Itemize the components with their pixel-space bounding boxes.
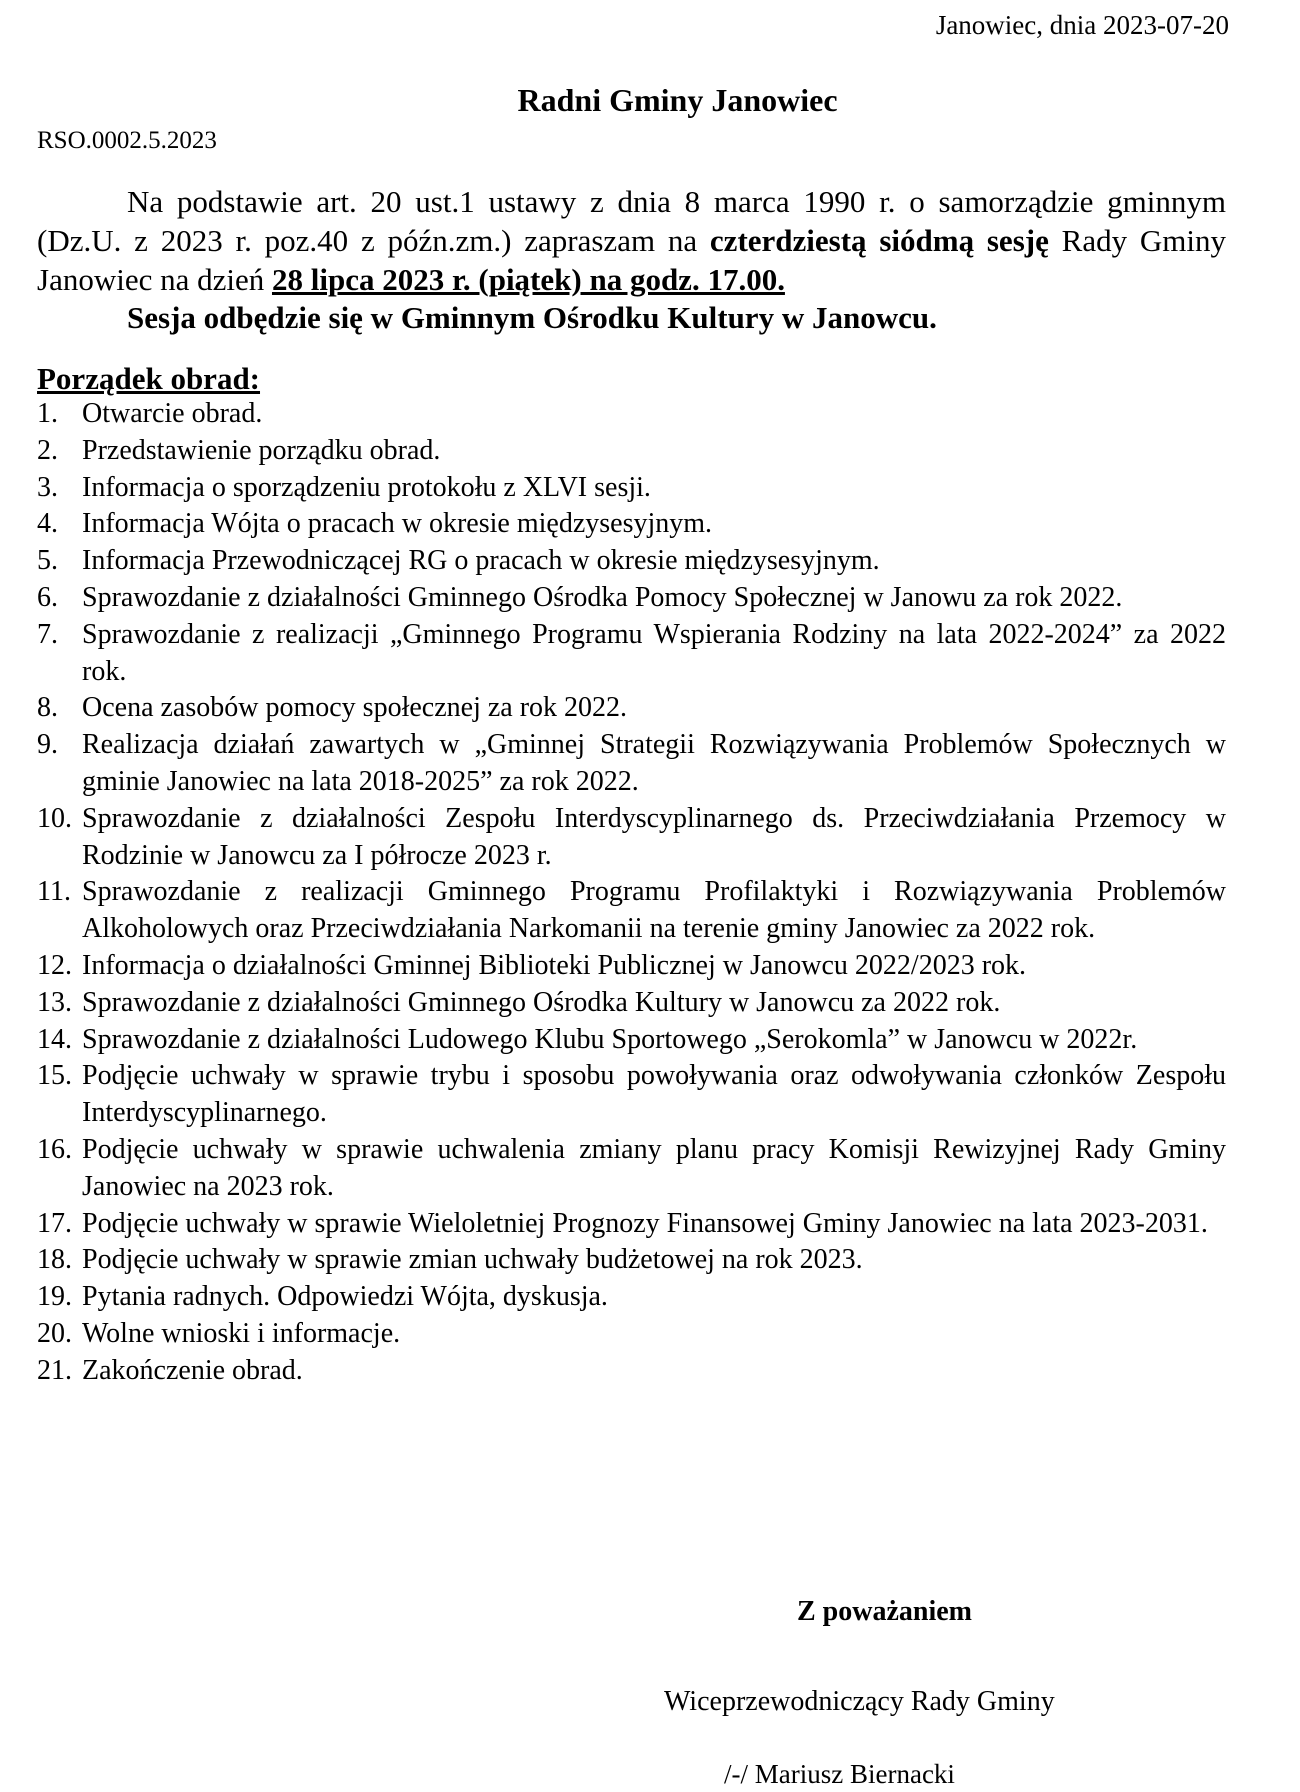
- agenda-item-number: 14.: [37, 1023, 72, 1055]
- agenda-item: [37, 506, 1226, 543]
- agenda-item-text: Sprawozdanie z działalności Gminnego Ośrodka Pomocy Społecznej w Janowu za rok 2022.: [82, 581, 1123, 613]
- agenda-item-text: Sprawozdanie z działalności Gminnego Ośrodka Kultury w Janowcu za 2022 rok.: [82, 986, 1001, 1018]
- agenda-item-text: Realizacja działań zawartych w „Gminnej Strategii Rozwiązywania Problemów Społecznych w gminie Janowiec na lata 2018-2025” za rok 2022.: [82, 729, 1226, 797]
- agenda-item: [37, 1022, 1226, 1059]
- agenda-item: [37, 948, 1226, 985]
- agenda-item-text: Informacja Przewodniczącej RG o pracach w okresie międzysesyjnym.: [82, 545, 880, 577]
- agenda-item-text: Informacja Wójta o pracach w okresie międzysesyjnym.: [82, 508, 713, 540]
- session-number: czterdziestą siódmą sesję: [709, 223, 1049, 258]
- agenda-item: [37, 543, 1226, 580]
- agenda-item-number: 15.: [37, 1060, 72, 1092]
- agenda-list: [37, 396, 1226, 1390]
- agenda-item-text: Podjęcie uchwały w sprawie uchwalenia zmiany planu pracy Komisji Rewizyjnej Rady Gminy Janowiec na 2023 rok.: [82, 1133, 1226, 1202]
- signer-role: Wiceprzewodniczący Rady Gminy: [664, 1686, 1055, 1717]
- agenda-item-text: Zakończenie obrad.: [82, 1354, 303, 1386]
- agenda-item-text: Sprawozdanie z realizacji Gminnego Programu Profilaktyki i Rozwiązywania Problemów Alkoholowych oraz Przeciwdziałania Narkomanii na terenie gminy Janowiec za 2022 rok.: [82, 876, 1226, 945]
- agenda-item-text: Sprawozdanie z działalności Ludowego Klubu Sportowego „Serokomla” w Janowcu w 2022r.: [82, 1023, 1138, 1055]
- agenda-item-number: 18.: [37, 1244, 72, 1276]
- agenda-item-number: 8.: [37, 692, 58, 724]
- signer-name: /-/ Mariusz Biernacki: [724, 1759, 955, 1789]
- agenda-item: [37, 1279, 1226, 1316]
- agenda-item-number: 3.: [37, 471, 58, 503]
- agenda-item: [37, 396, 1226, 433]
- agenda-item-text: Informacja o działalności Gminnej Biblioteki Publicznej w Janowcu 2022/2023 rok.: [82, 949, 1027, 981]
- intro-text-2: Rady Gminy Janowiec na dzień: [37, 223, 1226, 297]
- agenda-item-text: Ocena zasobów pomocy społecznej za rok 2022.: [82, 692, 628, 724]
- agenda-item: [37, 801, 1226, 875]
- agenda-item-text: Otwarcie obrad.: [82, 398, 263, 429]
- agenda-item-number: 12.: [37, 949, 72, 981]
- agenda-item-number: 4.: [37, 508, 58, 540]
- agenda-item-text: Sprawozdanie z działalności Zespołu Interdyscyplinarnego ds. Przeciwdziałania Przemocy w Rodzinie w Janowcu za I półrocze 2023 r.: [82, 802, 1226, 871]
- agenda-item-number: 7.: [37, 618, 58, 650]
- agenda-item: [37, 690, 1226, 727]
- agenda-item-number: 5.: [37, 545, 58, 577]
- reference-number: RSO.0002.5.2023: [37, 127, 217, 154]
- agenda-item-text: Sprawozdanie z realizacji „Gminnego Programu Wspierania Rodziny na lata 2022-2024” za 2022 rok.: [82, 618, 1226, 687]
- agenda-item: [37, 1316, 1226, 1353]
- agenda-item-number: 19.: [37, 1281, 72, 1313]
- agenda-item-text: Pytania radnych. Odpowiedzi Wójta, dyskusja.: [82, 1281, 608, 1313]
- agenda-item-number: 9.: [37, 729, 58, 761]
- agenda-item: [37, 1353, 1226, 1390]
- agenda-heading: Porządek obrad:: [37, 361, 261, 396]
- agenda-item-number: 6.: [37, 581, 58, 613]
- agenda-item-number: 10.: [37, 802, 72, 834]
- agenda-item-number: 2.: [37, 434, 58, 466]
- agenda-item: [37, 874, 1226, 948]
- agenda-item-text: Podjęcie uchwały w sprawie Wieloletniej Prognozy Finansowej Gminy Janowiec na lata 2023-2031.: [82, 1207, 1208, 1239]
- agenda-item: [37, 1058, 1226, 1132]
- agenda-item-text: Podjęcie uchwały w sprawie trybu i sposobu powoływania oraz odwoływania członków Zespołu Interdyscyplinarnego.: [82, 1060, 1226, 1129]
- document-date: Janowiec, dnia 2023-07-20: [935, 10, 1229, 40]
- invitation-paragraph: [37, 182, 1226, 299]
- session-venue: Sesja odbędzie się w Gminnym Ośrodku Kultury w Janowcu.: [127, 300, 937, 335]
- agenda-item-number: 13.: [37, 986, 72, 1018]
- agenda-item-number: 20.: [37, 1317, 72, 1349]
- agenda-item: [37, 1132, 1226, 1206]
- agenda-item: [37, 470, 1226, 507]
- agenda-item-number: 11.: [37, 876, 71, 908]
- agenda-item: [37, 1206, 1226, 1243]
- intro-text-1: Na podstawie art. 20 ust.1 ustawy z dnia 8 marca 1990 r. o samorządzie gminnym (Dz.U. z 2023 r. poz.40 z późn.zm.) zapraszam na: [37, 184, 1226, 258]
- agenda-item-text: Przedstawienie porządku obrad.: [82, 434, 441, 466]
- agenda-item-text: Podjęcie uchwały w sprawie zmian uchwały budżetowej na rok 2023.: [82, 1244, 863, 1276]
- session-date-time: 28 lipca 2023 r. (piątek) na godz. 17.00.: [271, 262, 785, 297]
- agenda-item-number: 17.: [37, 1207, 72, 1239]
- agenda-item-number: 16.: [37, 1133, 72, 1165]
- closing-salutation: Z poważaniem: [797, 1596, 972, 1627]
- agenda-item-text: Wolne wnioski i informacje.: [82, 1317, 401, 1349]
- document-title: Radni Gminy Janowiec: [517, 82, 838, 118]
- agenda-item-text: Informacja o sporządzeniu protokołu z XLVI sesji.: [82, 471, 651, 503]
- agenda-item: [37, 1242, 1226, 1279]
- agenda-item-number: 1.: [37, 398, 58, 429]
- agenda-item: [37, 727, 1226, 801]
- agenda-item: [37, 617, 1226, 691]
- agenda-item: [37, 580, 1226, 617]
- agenda-item-number: 21.: [37, 1354, 72, 1386]
- agenda-item: [37, 985, 1226, 1022]
- agenda-item: [37, 433, 1226, 470]
